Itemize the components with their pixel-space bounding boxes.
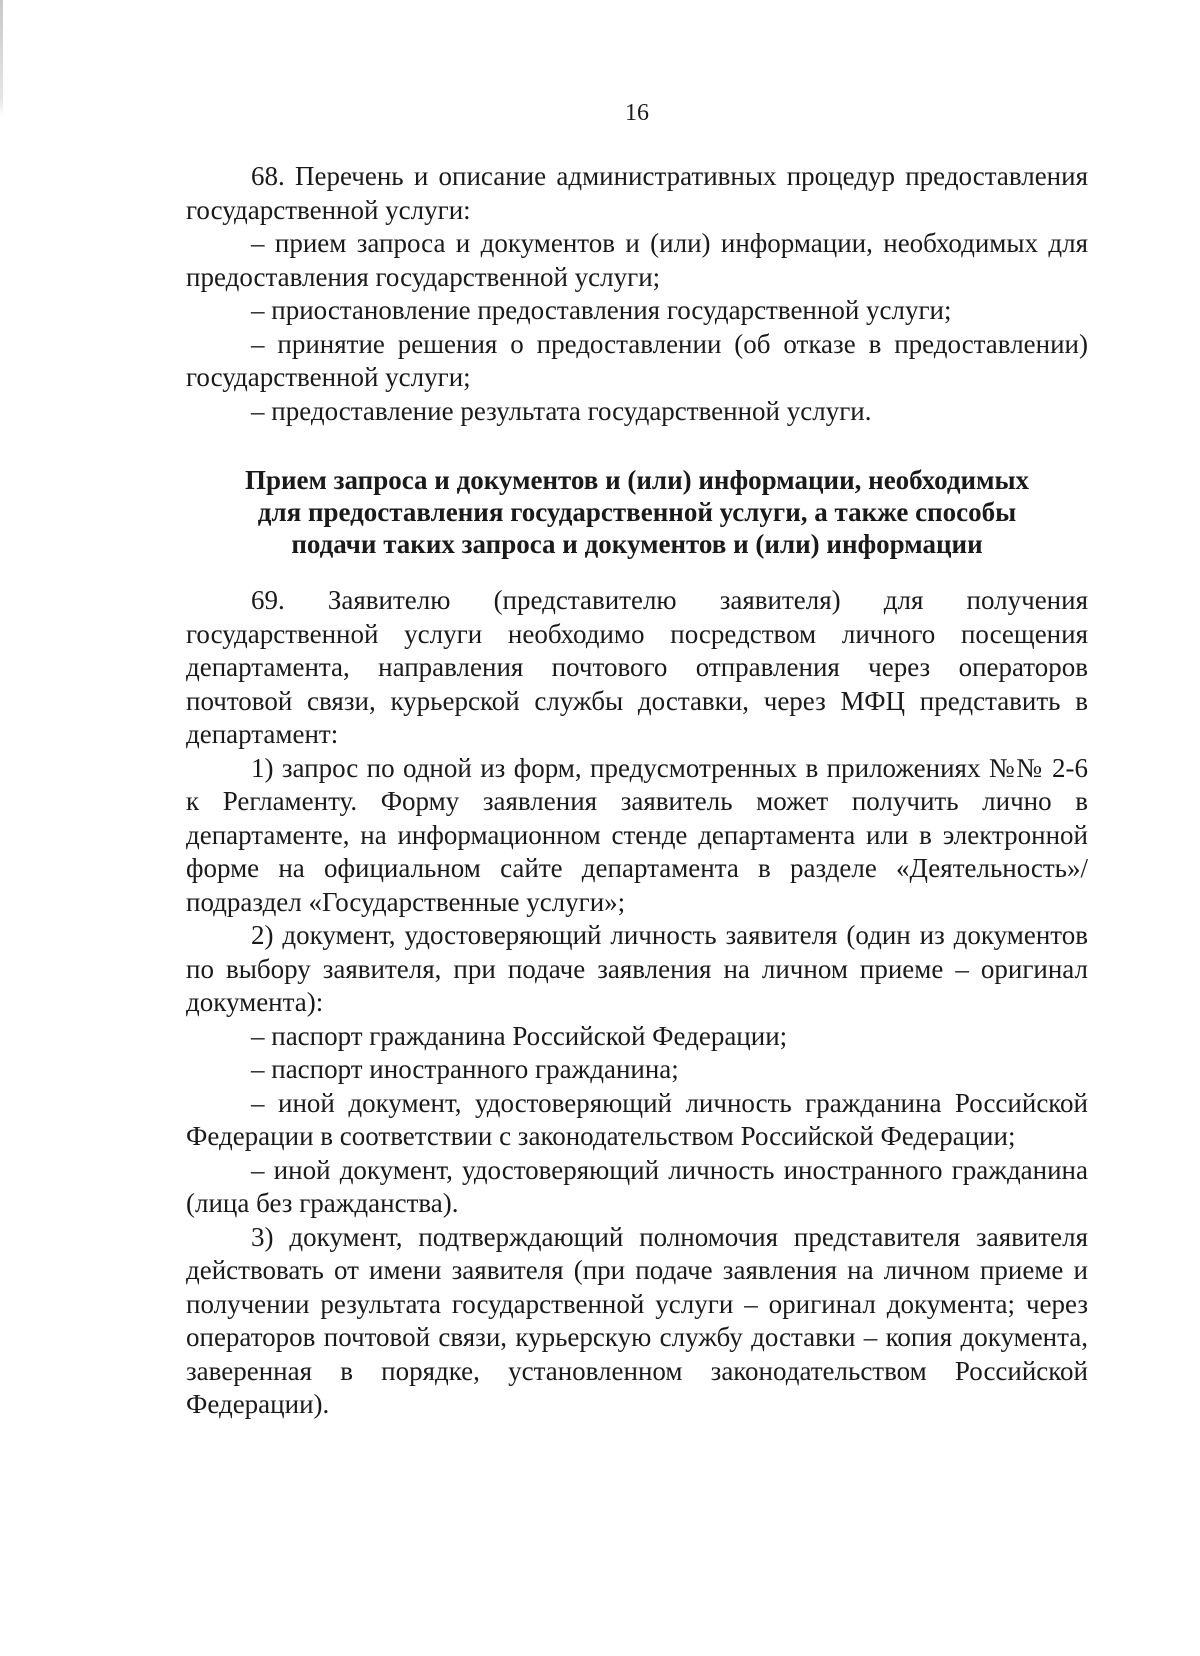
document-page <box>186 96 1088 1422</box>
scan-edge <box>0 0 3 1656</box>
paragraph-68-intro: 68. Перечень и описание административных процедур предоставления государственной услуги: <box>186 161 1088 225</box>
paragraph-item-2: 2) документ, удостоверяющий личность заявителя (один из документов по выбору заявителя, при подаче заявления на личном приеме – оригинал документа): <box>186 920 1088 1017</box>
list-item-document: – паспорт гражданина Российской Федерации; <box>251 1020 788 1051</box>
list-item-document: – иной документ, удостоверяющий личность иностранного гражданина (лица без гражданства). <box>186 1154 1088 1218</box>
list-item-procedure: – предоставление результата государственной услуги. <box>251 395 872 426</box>
list-item-procedure: – приостановление предоставления государственной услуги; <box>251 295 952 325</box>
heading-line: для предоставления государственной услуги, а также способы <box>257 497 1017 527</box>
section-69 <box>186 584 1088 1422</box>
paragraph-item-1: 1) запрос по одной из форм, предусмотренных в приложениях №№ 2-6 к Регламенту. Форму заявления заявитель может получить лично в департаменте, на информационном стенде департамента или в электронной форме на официальном сайте департамента в разделе «Деятельность»/подраздел «Государственные услуги»; <box>186 752 1088 917</box>
paragraph-69: 69. Заявителю (представителю заявителя) для получения государственной услуги необходимо посредством личного посещения департамента, направления почтового отправления через операторов почтовой связи, курьерской службы доставки, через МФЦ представить в департамент: <box>186 585 1088 749</box>
section-heading <box>186 464 1088 560</box>
paragraph-item-3: 3) документ, подтверждающий полномочия представителя заявителя действовать от имени заявителя (при подаче заявления на личном приеме и получении результата государственной услуги – оригинал документа; через операторов почтовой связи, курьерскую службу доставки – копия документа, заверенная в порядке, установленном законодательством Российской Федерации). <box>186 1221 1088 1419</box>
list-item-procedure: – прием запроса и документов и (или) информации, необходимых для предоставления государственной услуги; <box>186 228 1088 292</box>
list-item-document: – иной документ, удостоверяющий личность гражданина Российской Федерации в соответствии с законодательством Российской Федерации; <box>186 1087 1088 1151</box>
section-68 <box>186 160 1088 428</box>
heading-line: Прием запроса и документов и (или) информации, необходимых <box>244 465 1030 495</box>
page-number: 16 <box>625 100 649 126</box>
list-item-procedure: – принятие решения о предоставлении (об отказе в предоставлении) государственной услуги; <box>186 328 1088 392</box>
heading-line: подачи таких запроса и документов и (или) информации <box>291 529 983 559</box>
list-item-document: – паспорт иностранного гражданина; <box>251 1054 679 1084</box>
